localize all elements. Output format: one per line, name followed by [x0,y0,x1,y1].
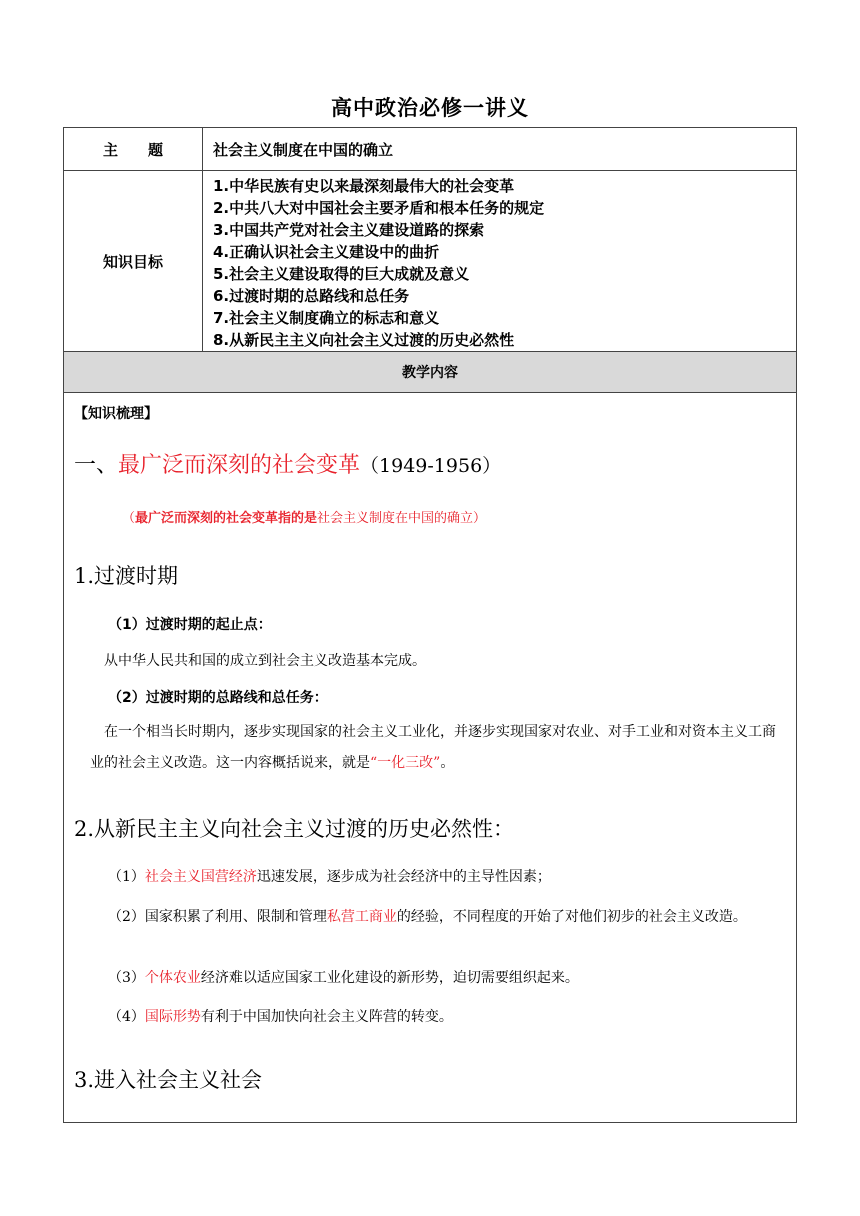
reason-4-text: 有利于中国加快向社会主义阵营的转变。 [200,1009,453,1025]
note-text: 社会主义制度在中国的确立 [317,511,474,526]
reason-1-highlight: 社会主义国营经济 [144,869,257,885]
heading-1-note [122,507,486,526]
note-close: ） [473,511,487,526]
goal-item: 4.正确认识社会主义建设中的曲折 [213,243,440,261]
reason-3-highlight: 个体农业 [144,970,201,986]
goal-item: 5.社会主义建设取得的巨大成就及意义 [213,265,470,283]
q1-label: （1）过渡时期的起止点： [108,617,272,633]
q2-label: （2）过渡时期的总路线和总任务： [108,690,328,706]
heading-1-2: 2.从新民主主义向社会主义过渡的历史必然性： [74,817,515,841]
goals-list [213,175,544,351]
content-header: 教学内容 [402,365,458,381]
goals-row [64,171,796,352]
goal-item: 1.中华民族有史以来最深刻最伟大的社会变革 [213,177,515,195]
reason-4-highlight: 国际形势 [144,1009,201,1025]
topic-row [64,128,796,171]
q1-text: 从中华人民共和国的成立到社会主义改造基本完成。 [104,653,426,669]
goal-item: 6.过渡时期的总路线和总任务 [213,287,410,305]
reason-2-num: （2） [108,909,145,925]
reason-2-text-b: 的经验，不同程度的开始了对他们初步的社会主义改造。 [396,909,747,925]
lesson-table [63,127,797,1123]
reason-2-text-a: 国家积累了利用、限制和管理 [144,909,327,925]
document-title: 高中政治必修一讲义 [331,96,529,120]
reason-2-highlight: 私营工商业 [326,909,397,925]
q2-paragraph [90,717,788,779]
goal-item: 7.社会主义制度确立的标志和意义 [213,309,440,327]
section-tag: 【知识梳理】 [74,406,158,422]
heading-1-prefix: 一、 [74,453,119,478]
note-open: （ [122,511,136,526]
topic-value: 社会主义制度在中国的确立 [213,140,394,159]
reason-4-num: （4） [108,1009,145,1025]
heading-1-3: 3.进入社会主义社会 [74,1068,263,1092]
reason-3-num: （3） [108,970,145,986]
goal-item: 3.中国共产党对社会主义建设道路的探索 [213,221,485,239]
heading-1-years: （1949-1956） [360,455,502,477]
reason-3 [90,963,788,994]
goal-item: 2.中共八大对中国社会主要矛盾和根本任务的规定 [213,199,545,217]
goals-label: 知识目标 [64,171,203,351]
heading-1-1: 1.过渡时期 [74,564,179,588]
q2-end: 。 [440,755,455,771]
topic-label: 主 题 [64,128,203,170]
reason-2 [90,902,788,933]
q2-text: 在一个相当长时期内，逐步实现国家的社会主义工业化，并逐步实现国家对农业、对手工业和对资本主义工商业的社会主义改造。这一内容概括说来，就是 [90,724,776,771]
reason-1-text: 迅速发展，逐步成为社会经济中的主导性因素； [256,869,551,885]
content-header-row [64,352,796,393]
reason-1-num: （1） [108,869,145,885]
goal-item: 8.从新民主主义向社会主义过渡的历史必然性 [213,331,515,349]
note-bold: 最广泛而深刻的社会变革指的是 [135,511,318,526]
heading-1 [74,448,501,479]
reason-1 [90,862,788,893]
reason-4 [90,1002,788,1033]
heading-1-highlight: 最广泛而深刻的社会变革 [118,453,361,478]
reason-3-text: 经济难以适应国家工业化建设的新形势，迫切需要组织起来。 [200,970,579,986]
q2-highlight: “一化三改” [370,755,441,771]
